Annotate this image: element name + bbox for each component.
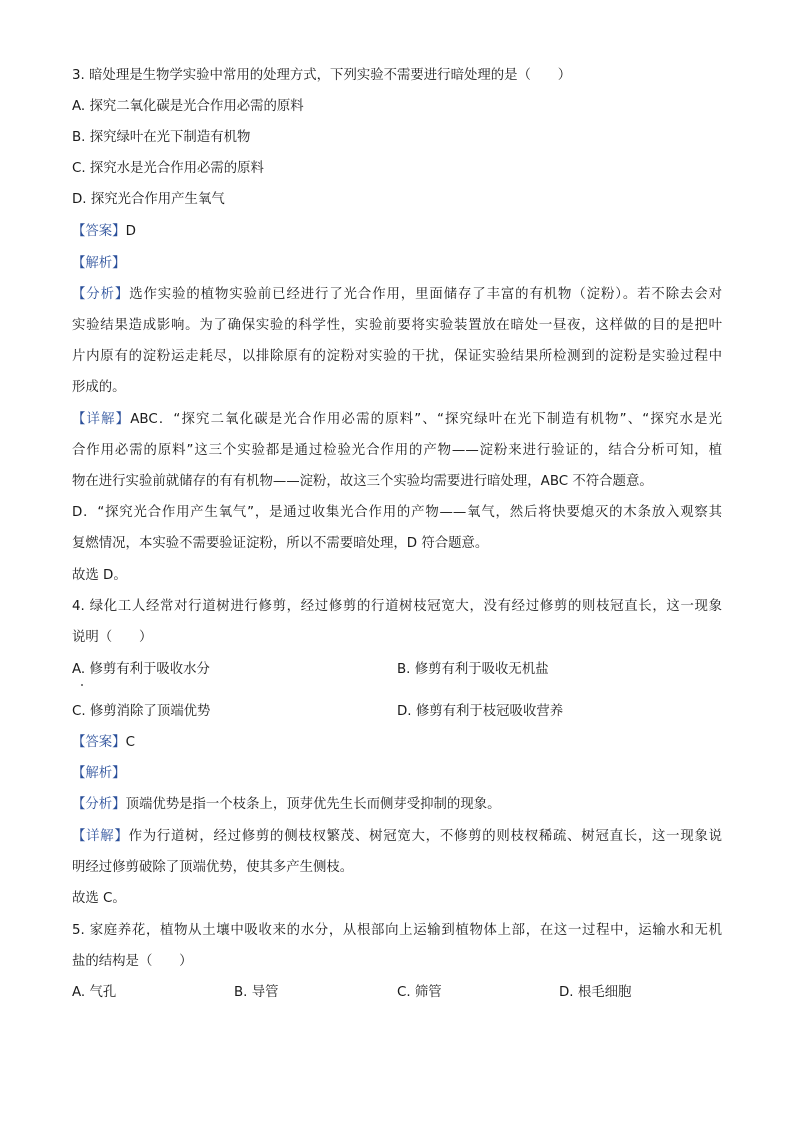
question-3-conclusion: 故选 D。 bbox=[72, 568, 127, 583]
answer-value: D bbox=[125, 224, 136, 239]
question-3-xiangjie-line-2: 合作用必需的原料”这三个实验都是通过检验光合作用的产物——淀粉来进行验证的，结合分析可知，植 bbox=[72, 443, 722, 458]
question-4-option-a: A. 修剪有利于吸收水分 bbox=[72, 662, 210, 677]
question-3-xiangjie-line-3: 物在进行实验前就储存的有有机物——淀粉，故这三个实验均需要进行暗处理，ABC 不符合题意。 bbox=[72, 474, 653, 489]
question-3-fenxi-line-3: 片内原有的淀粉运走耗尽，以排除原有的淀粉对实验的干扰，保证实验结果所检测到的淀粉是实验过程中 bbox=[72, 349, 722, 364]
question-5-stem-line-2: 盐的结构是（ ） bbox=[72, 954, 193, 969]
question-5-stem-line-1: 5. 家庭养花，植物从土壤中吸收来的水分，从根部向上运输到植物体上部，在这一过程中，运输水和无机 bbox=[72, 923, 722, 938]
question-4-option-d: D. 修剪有利于枝冠吸收营养 bbox=[397, 704, 564, 719]
question-4-analysis-heading bbox=[72, 764, 722, 784]
question-3-xiangjie-line-4: D．“探究光合作用产生氧气”，是通过收集光合作用的产物——氧气，然后将快要熄灭的木条放入观察其 bbox=[72, 505, 722, 520]
question-4-stem-line-2: 说明（ ） bbox=[72, 630, 153, 645]
question-4-option-b: B. 修剪有利于吸收无机盐 bbox=[397, 662, 549, 677]
question-3-option-b: B. 探究绿叶在光下制造有机物 bbox=[72, 130, 251, 145]
question-5-option-d: D. 根毛细胞 bbox=[559, 985, 632, 1000]
analysis-tag: 【解析】 bbox=[72, 766, 126, 781]
question-3-option-a: A. 探究二氧化碳是光合作用必需的原料 bbox=[72, 99, 304, 114]
question-4-options-row-1 bbox=[72, 660, 722, 680]
xiangjie-tag: 【详解】 bbox=[72, 829, 129, 844]
question-3-option-c: C. 探究水是光合作用必需的原料 bbox=[72, 161, 264, 176]
question-3-analysis-heading bbox=[72, 254, 722, 274]
question-3-xiangjie-line-1: 【详解】ABC．“探究二氧化碳是光合作用必需的原料”、“探究绿叶在光下制造有机物”、“探究水是光 bbox=[72, 412, 723, 427]
question-5-option-b: B. 导管 bbox=[234, 985, 279, 1000]
question-3-xiangjie-line-5: 复燃情况，本实验不需要验证淀粉，所以不需要暗处理，D 符合题意。 bbox=[72, 536, 489, 551]
question-5-option-c: C. 筛管 bbox=[397, 985, 442, 1000]
question-4-conclusion: 故选 C。 bbox=[72, 891, 126, 906]
question-4-answer bbox=[72, 733, 722, 753]
stray-dot-mark bbox=[81, 684, 83, 686]
answer-tag: 【答案】 bbox=[72, 224, 126, 239]
question-4-fenxi: 【分析】顶端优势是指一个枝条上，顶芽优先生长而侧芽受抑制的现象。 bbox=[72, 797, 501, 812]
question-3-fenxi-line-2: 实验结果造成影响。为了确保实验的科学性，实验前要将实验装置放在暗处一昼夜，这样做的目的是把叶 bbox=[72, 318, 722, 333]
question-3-answer bbox=[72, 222, 722, 242]
answer-tag: 【答案】 bbox=[72, 735, 126, 750]
question-5-options-row bbox=[72, 983, 722, 1003]
question-3-stem: 3. 暗处理是生物学实验中常用的处理方式，下列实验不需要进行暗处理的是（ ） bbox=[72, 68, 572, 83]
answer-value: C bbox=[125, 735, 135, 750]
question-3-fenxi-line-4: 形成的。 bbox=[72, 380, 126, 395]
analysis-tag: 【解析】 bbox=[72, 256, 126, 271]
question-4-option-c: C. 修剪消除了顶端优势 bbox=[72, 704, 211, 719]
question-5-option-a: A. 气孔 bbox=[72, 985, 117, 1000]
question-4-options-row-2 bbox=[72, 702, 722, 722]
question-4-xiangjie-line-1: 【详解】作为行道树，经过修剪的侧枝杈繁茂、树冠宽大，不修剪的则枝杈稀疏、树冠直长，这一现象说 bbox=[72, 829, 723, 844]
question-4-xiangjie-line-2: 明经过修剪破除了顶端优势，使其多产生侧枝。 bbox=[72, 860, 354, 875]
fenxi-tag: 【分析】 bbox=[72, 287, 130, 302]
fenxi-tag: 【分析】 bbox=[72, 797, 126, 812]
question-3-fenxi-line-1: 【分析】选作实验的植物实验前已经进行了光合作用，里面储存了丰富的有机物（淀粉）。若不除去会对 bbox=[72, 287, 723, 302]
question-3-option-d: D. 探究光合作用产生氧气 bbox=[72, 192, 225, 207]
xiangjie-tag: 【详解】 bbox=[72, 412, 131, 427]
question-4-stem-line-1: 4. 绿化工人经常对行道树进行修剪，经过修剪的行道树枝冠宽大，没有经过修剪的则枝冠直长，这一现象 bbox=[72, 599, 722, 614]
